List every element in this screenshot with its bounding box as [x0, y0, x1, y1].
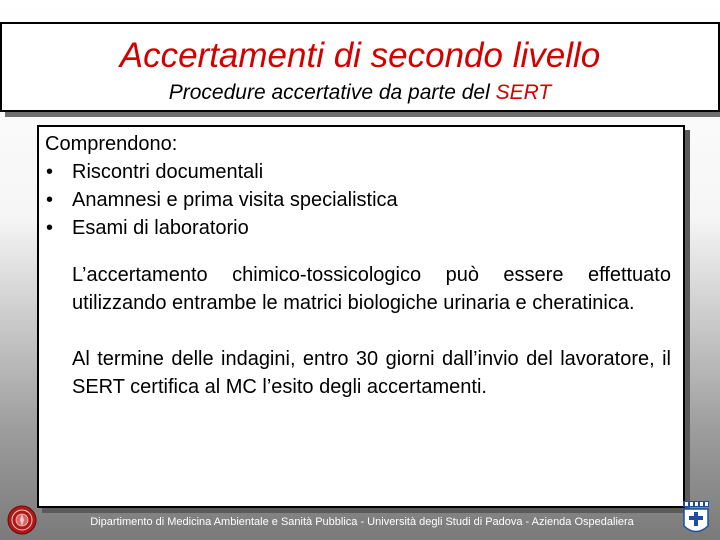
subtitle-highlight: SERT: [495, 81, 552, 104]
university-seal-icon: [7, 505, 37, 535]
content-box: [37, 125, 685, 508]
slide-title: Accertamenti di secondo livello: [119, 36, 601, 75]
bullet-list: [45, 158, 671, 242]
bullet-marker: •: [46, 189, 54, 211]
intro-text: Comprendono:: [45, 133, 178, 155]
bullet-item: [45, 186, 671, 214]
paragraph-certification: Al termine delle indagini, entro 30 giorni dall’invio del lavoratore, il SERT certifica al MC l’esito degli accertamenti.: [72, 348, 671, 398]
bullet-item: [45, 214, 671, 242]
bullet-marker: •: [46, 161, 54, 183]
bullet-item: [45, 158, 671, 186]
hospital-crest-icon: [682, 500, 710, 538]
bullet-text: Anamnesi e prima visita specialistica: [72, 189, 398, 211]
bullet-marker: •: [46, 217, 54, 239]
paragraph-testing: L’accertamento chimico-tossicologico può essere effettuato utilizzando entrambe le matrici biologiche urinaria e cheratinica.: [72, 264, 671, 314]
slide-subtitle: [2, 80, 718, 106]
footer-text: Dipartimento di Medicina Ambientale e Sanità Pubblica - Università degli Studi di Padova - Azienda Ospedaliera: [90, 516, 634, 528]
bullet-text: Riscontri documentali: [72, 161, 264, 183]
subtitle-text: Procedure accertative da parte del: [168, 81, 496, 104]
bullet-text: Esami di laboratorio: [72, 217, 249, 239]
title-box: [0, 22, 720, 112]
